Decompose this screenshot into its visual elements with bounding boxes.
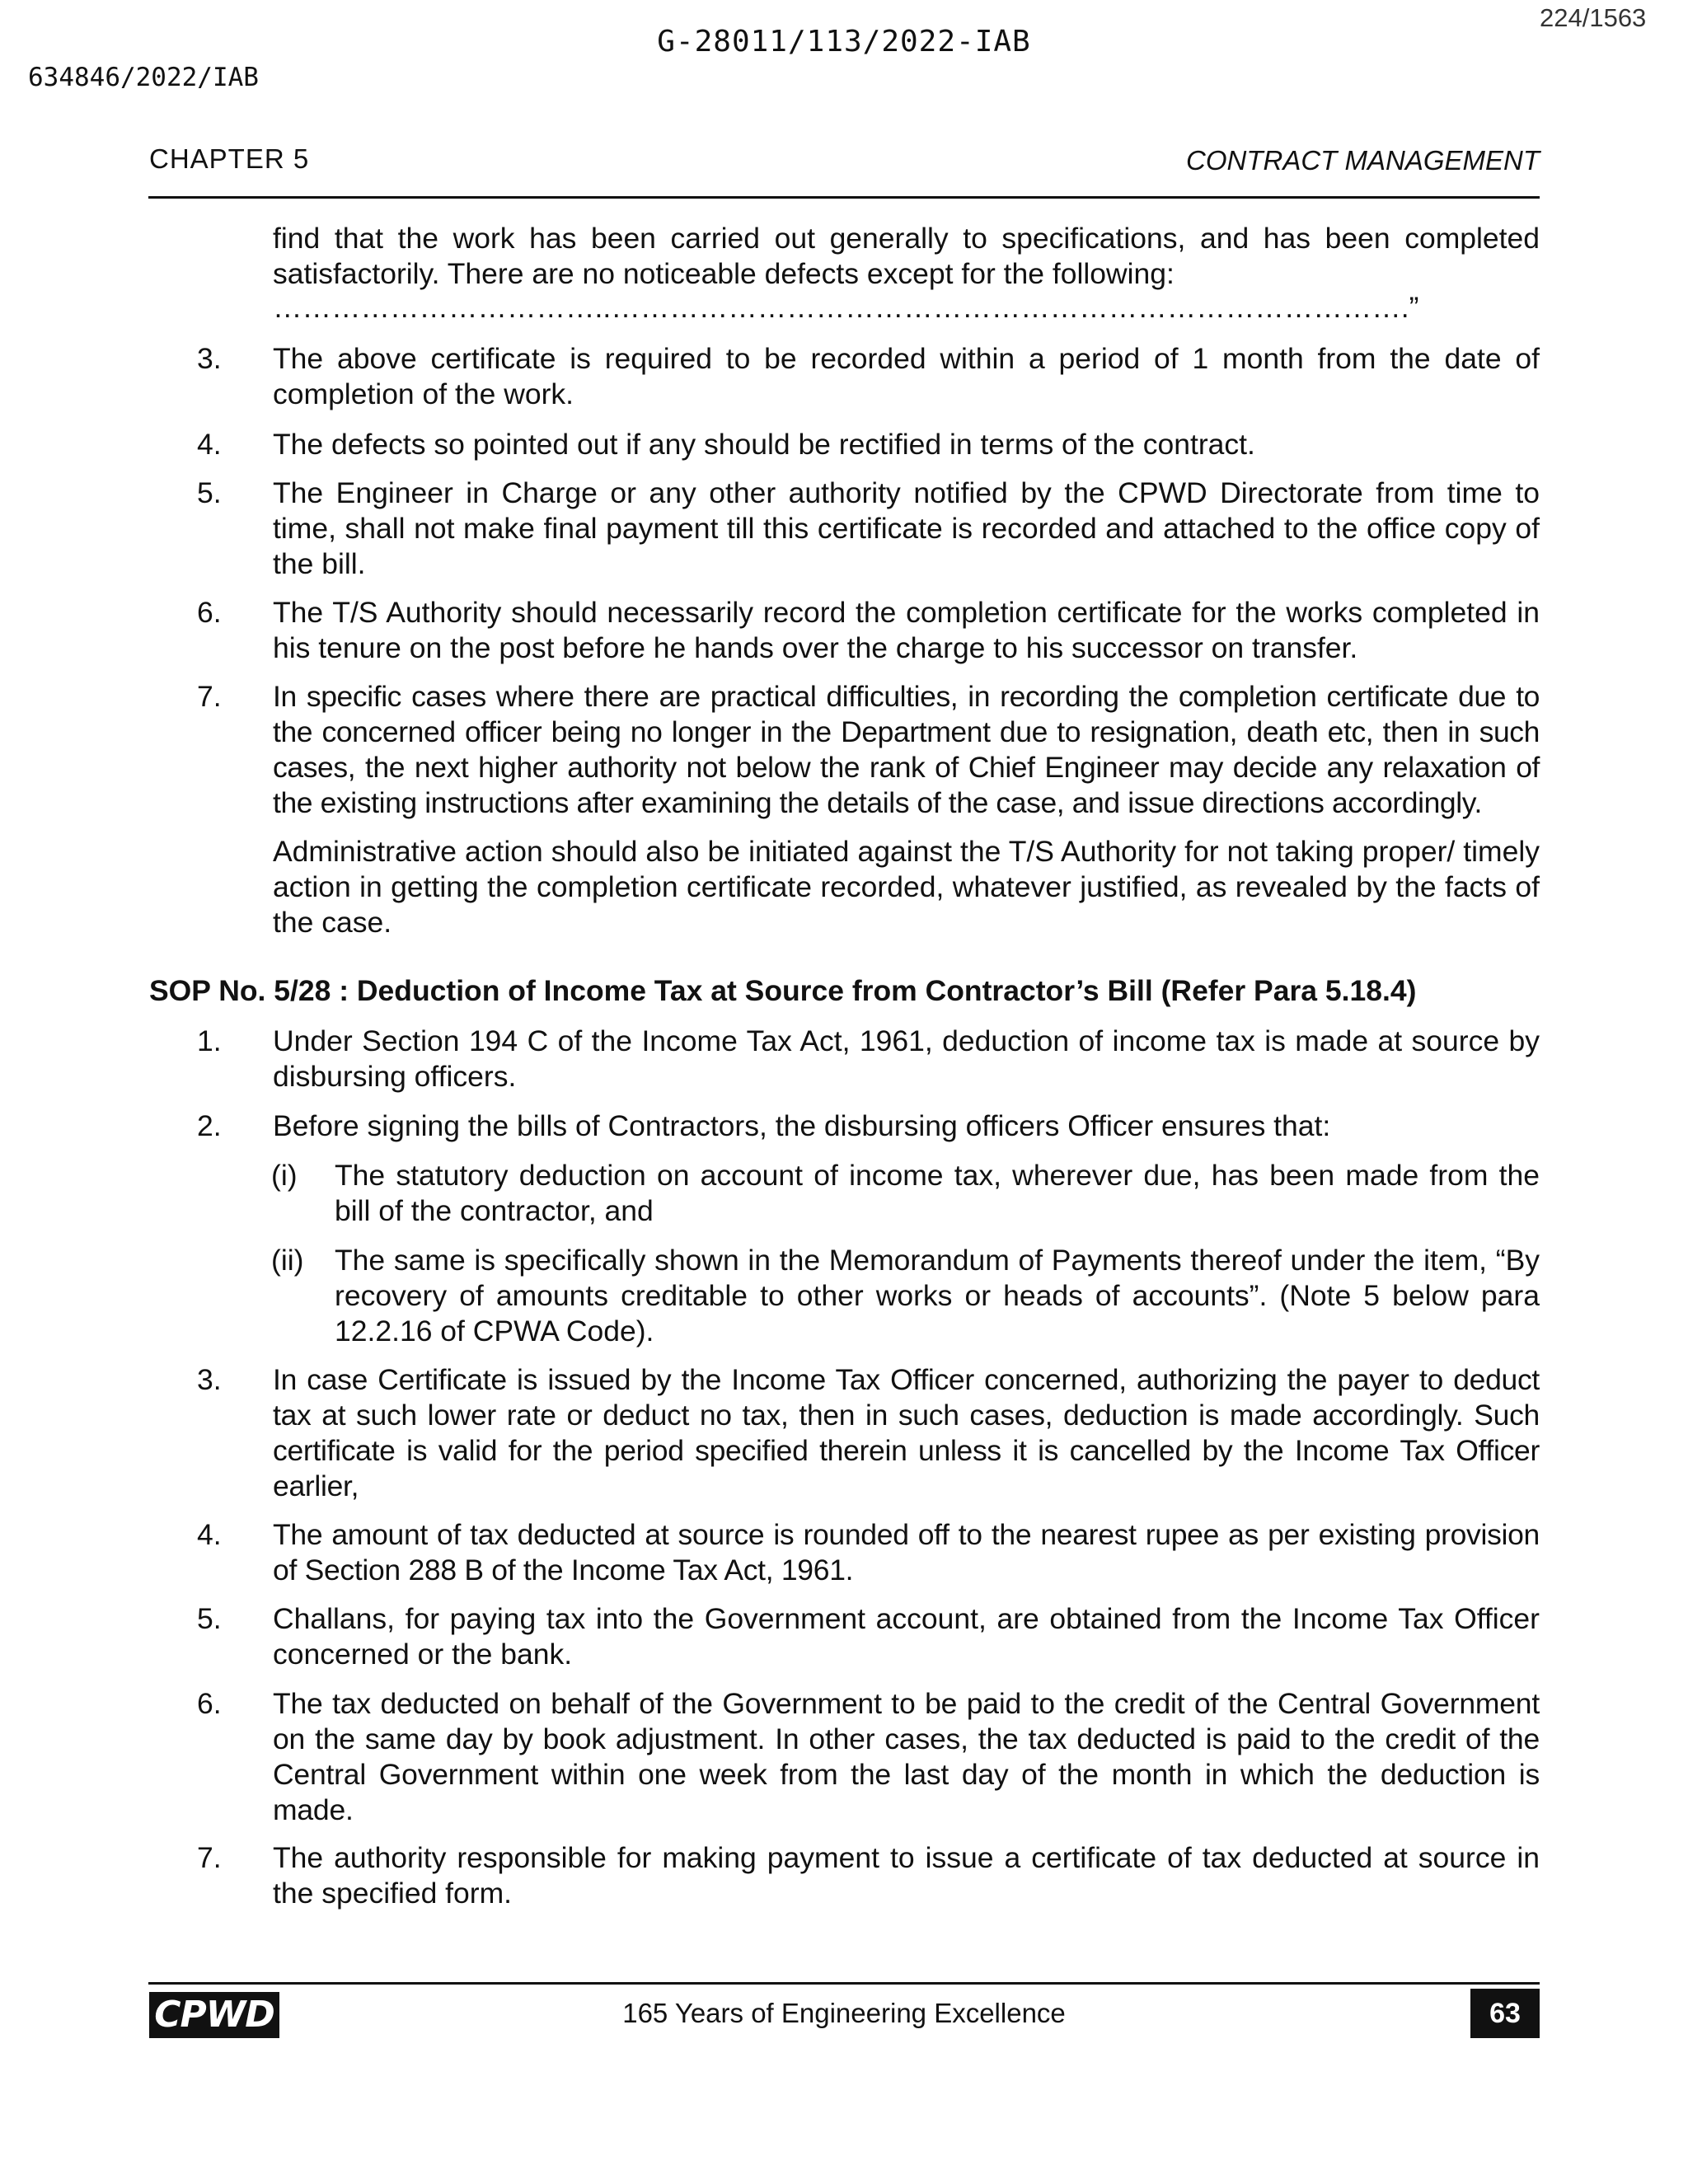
- dotted-fill-line: ……………………………..……………………………………………………………………….”: [273, 291, 1419, 324]
- footer-divider: [148, 1982, 1540, 1985]
- sop-subitem-number: (i): [271, 1159, 298, 1192]
- sop-item: Challans, for paying tax into the Government account, are obtained from the Income Tax Officer concerned or the bank.: [273, 1602, 1540, 1671]
- header-divider: [148, 196, 1540, 199]
- sop-heading: SOP No. 5/28 : Deduction of Income Tax at Source from Contractor’s Bill (Refer Para 5.18.4): [149, 974, 1417, 1007]
- list-item-number: 7.: [197, 680, 222, 713]
- list-item-number: 6.: [197, 596, 222, 629]
- file-number: G-28011/113/2022-IAB: [657, 25, 1031, 59]
- sop-item: Under Section 194 C of the Income Tax Act, 1961, deduction of income tax is made at source by disbursing officers.: [273, 1024, 1540, 1093]
- sop-item-number: 2.: [197, 1109, 222, 1142]
- list-item: The Engineer in Charge or any other authority notified by the CPWD Directorate from time to time, shall not make final payment till this certificate is recorded and attached to the office copy of the bill.: [273, 476, 1540, 580]
- footer-tagline: 165 Years of Engineering Excellence: [622, 1998, 1066, 2028]
- list-item-number: 5.: [197, 476, 222, 509]
- list-item-number: 3.: [197, 342, 222, 375]
- sop-item-number: 3.: [197, 1363, 222, 1396]
- sop-item: Before signing the bills of Contractors, the disbursing officers Officer ensures that:: [273, 1109, 1331, 1142]
- sop-item-number: 5.: [197, 1602, 222, 1635]
- sop-subitem-number: (ii): [271, 1244, 304, 1277]
- sop-item-number: 4.: [197, 1518, 222, 1551]
- page-number: 63: [1470, 1989, 1540, 2038]
- section-title: CONTRACT MANAGEMENT: [1186, 145, 1540, 176]
- cpwd-logo: CPWD: [149, 1992, 279, 2038]
- sop-item: The authority responsible for making payment to issue a certificate of tax deducted at source in the specified form.: [273, 1841, 1540, 1910]
- sop-item-number: 6.: [197, 1687, 222, 1720]
- sop-item-number: 7.: [197, 1841, 222, 1874]
- sop-item: The tax deducted on behalf of the Government to be paid to the credit of the Central Government on the same day by book adjustment. In other cases, the tax deducted is paid to the credit of the Central Government within one week from the last day of the month in which the deduction is made.: [273, 1687, 1540, 1826]
- chapter-label: CHAPTER 5: [149, 143, 310, 174]
- sop-item: In case Certificate is issued by the Income Tax Officer concerned, authorizing the payer to deduct tax at such lower rate or deduct no tax, then in such cases, deduction is made accordingly. Such certificate is valid for the period specified therein unless it is cancelled by the Income Tax Officer earlier,: [273, 1363, 1540, 1502]
- page-counter: 224/1563: [1540, 3, 1647, 32]
- sop-subitem: The same is specifically shown in the Memorandum of Payments thereof under the item, “By recovery of amounts creditable to other works or heads of accounts”. (Note 5 below para 12.2.16 of CPWA Code).: [335, 1244, 1540, 1347]
- sop-item: The amount of tax deducted at source is rounded off to the nearest rupee as per existing provision of Section 288 B of the Income Tax Act, 1961.: [273, 1518, 1540, 1586]
- diary-number: 634846/2022/IAB: [28, 63, 259, 92]
- list-item: The above certificate is required to be recorded within a period of 1 month from the date of completion of the work.: [273, 342, 1540, 410]
- sop-item-number: 1.: [197, 1024, 222, 1057]
- list-item: In specific cases where there are practical difficulties, in recording the completion certificate due to the concerned officer being no longer in the Department due to resignation, death etc, then in such cases, the next higher authority not below the rank of Chief Engineer may decide any relaxation of the existing instructions after examining the details of the case, and issue directions accordingly.: [273, 680, 1540, 819]
- list-item-continuation: Administrative action should also be initiated against the T/S Authority for not taking proper/ timely action in getting the completion certificate recorded, whatever justified, as revealed by the facts of the case.: [273, 835, 1540, 939]
- list-item: The defects so pointed out if any should be rectified in terms of the contract.: [273, 428, 1255, 461]
- list-item: The T/S Authority should necessarily record the completion certificate for the works completed in his tenure on the post before he hands over the charge to his successor on transfer.: [273, 596, 1540, 664]
- continuation-paragraph: find that the work has been carried out generally to specifications, and has been completed satisfactorily. There are no noticeable defects except for the following:: [273, 222, 1540, 290]
- list-item-number: 4.: [197, 428, 222, 461]
- sop-subitem: The statutory deduction on account of income tax, wherever due, has been made from the bill of the contractor, and: [335, 1159, 1540, 1227]
